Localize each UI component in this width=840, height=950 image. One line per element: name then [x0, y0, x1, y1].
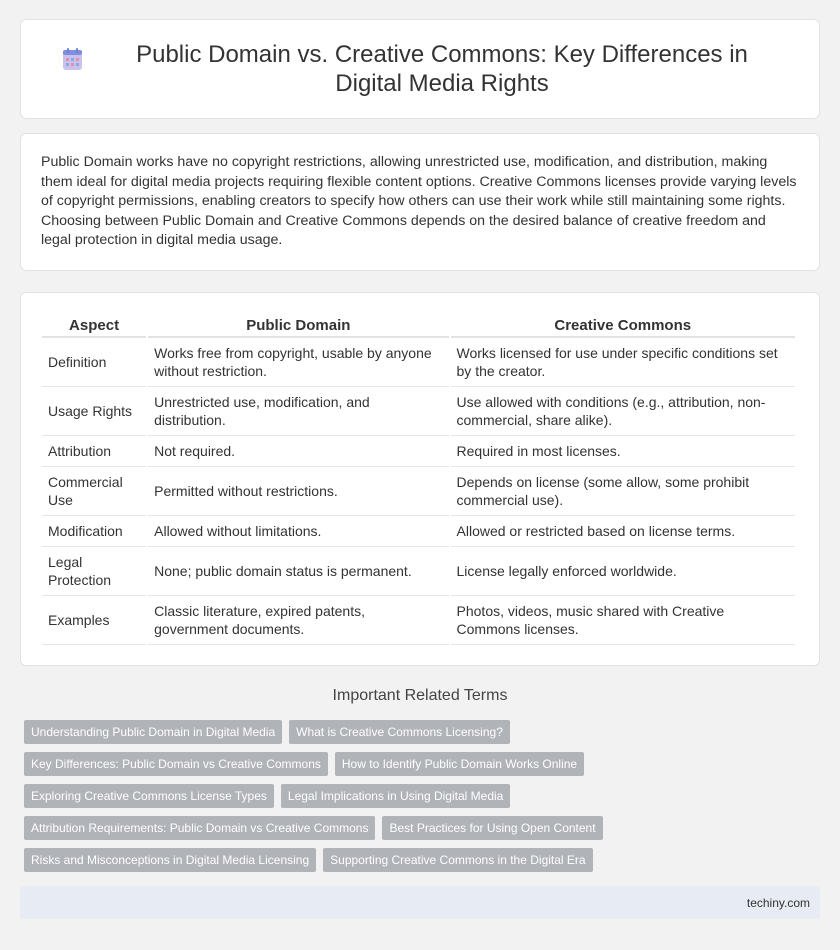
intro-paragraph: Public Domain works have no copyright restrictions, allowing unrestricted use, modification, and distribution, making them ideal for digital media projects requiring flexible content options. Creative Commons licenses provide varying levels of copyright permissions, enabling creators to specify how others can use their work while still maintaining some rights. Choosing between Public Domain and Creative Commons depends on the desired balance of creative freedom and legal protection in digital media usage.	[41, 154, 797, 248]
related-term-link[interactable]: Supporting Creative Commons in the Digital Era	[323, 848, 592, 872]
table-header-row	[42, 312, 795, 338]
creative-commons-cell: Use allowed with conditions (e.g., attribution, non-commercial, share alike).	[451, 387, 795, 436]
public-domain-cell: Not required.	[148, 436, 448, 467]
related-term-link[interactable]: Best Practices for Using Open Content	[382, 816, 602, 840]
related-term-link[interactable]: Risks and Misconceptions in Digital Media Licensing	[24, 848, 316, 872]
page-title: Public Domain vs. Creative Commons: Key Differences in Digital Media Rights	[136, 41, 748, 97]
table-row	[42, 547, 795, 596]
creative-commons-cell: Depends on license (some allow, some prohibit commercial use).	[451, 467, 795, 516]
table-row	[42, 338, 795, 387]
creative-commons-cell: Works licensed for use under specific conditions set by the creator.	[451, 338, 795, 387]
aspect-cell: Attribution	[42, 436, 146, 467]
tag-row	[24, 784, 804, 808]
public-domain-cell: Unrestricted use, modification, and distribution.	[148, 387, 448, 436]
related-term-link[interactable]: What is Creative Commons Licensing?	[289, 720, 510, 744]
tag-row	[24, 816, 804, 840]
table-row	[42, 596, 795, 645]
title-card	[20, 19, 820, 119]
aspect-cell: Examples	[42, 596, 146, 645]
document-grid-icon	[60, 46, 86, 72]
header-creative-commons: Creative Commons	[451, 312, 795, 338]
public-domain-cell: Permitted without restrictions.	[148, 467, 448, 516]
related-terms-list	[24, 720, 804, 880]
related-term-link[interactable]: Understanding Public Domain in Digital Media	[24, 720, 282, 744]
site-link[interactable]: techiny.com	[746, 896, 810, 910]
aspect-cell: Definition	[42, 338, 146, 387]
related-term-link[interactable]: Attribution Requirements: Public Domain vs Creative Commons	[24, 816, 375, 840]
footer	[20, 886, 820, 919]
table-row	[42, 436, 795, 467]
public-domain-cell: Allowed without limitations.	[148, 516, 448, 547]
table-row	[42, 467, 795, 516]
related-term-link[interactable]: Exploring Creative Commons License Types	[24, 784, 274, 808]
comparison-card	[20, 292, 820, 666]
related-terms-heading: Important Related Terms	[332, 687, 508, 704]
header-aspect: Aspect	[42, 312, 146, 338]
public-domain-cell: Classic literature, expired patents, government documents.	[148, 596, 448, 645]
table-row	[42, 387, 795, 436]
public-domain-cell: None; public domain status is permanent.	[148, 547, 448, 596]
aspect-cell: Usage Rights	[42, 387, 146, 436]
creative-commons-cell: Photos, videos, music shared with Creative Commons licenses.	[451, 596, 795, 645]
header-public-domain: Public Domain	[148, 312, 448, 338]
public-domain-cell: Works free from copyright, usable by anyone without restriction.	[148, 338, 448, 387]
comparison-table	[40, 312, 797, 645]
aspect-cell: Modification	[42, 516, 146, 547]
aspect-cell: Legal Protection	[42, 547, 146, 596]
creative-commons-cell: Required in most licenses.	[451, 436, 795, 467]
tag-row	[24, 848, 804, 872]
tag-row	[24, 752, 804, 776]
intro-card	[20, 133, 820, 271]
tag-row	[24, 720, 804, 744]
creative-commons-cell: License legally enforced worldwide.	[451, 547, 795, 596]
related-term-link[interactable]: How to Identify Public Domain Works Online	[335, 752, 584, 776]
related-term-link[interactable]: Legal Implications in Using Digital Media	[281, 784, 510, 808]
related-term-link[interactable]: Key Differences: Public Domain vs Creative Commons	[24, 752, 328, 776]
table-row	[42, 516, 795, 547]
creative-commons-cell: Allowed or restricted based on license terms.	[451, 516, 795, 547]
aspect-cell: Commercial Use	[42, 467, 146, 516]
